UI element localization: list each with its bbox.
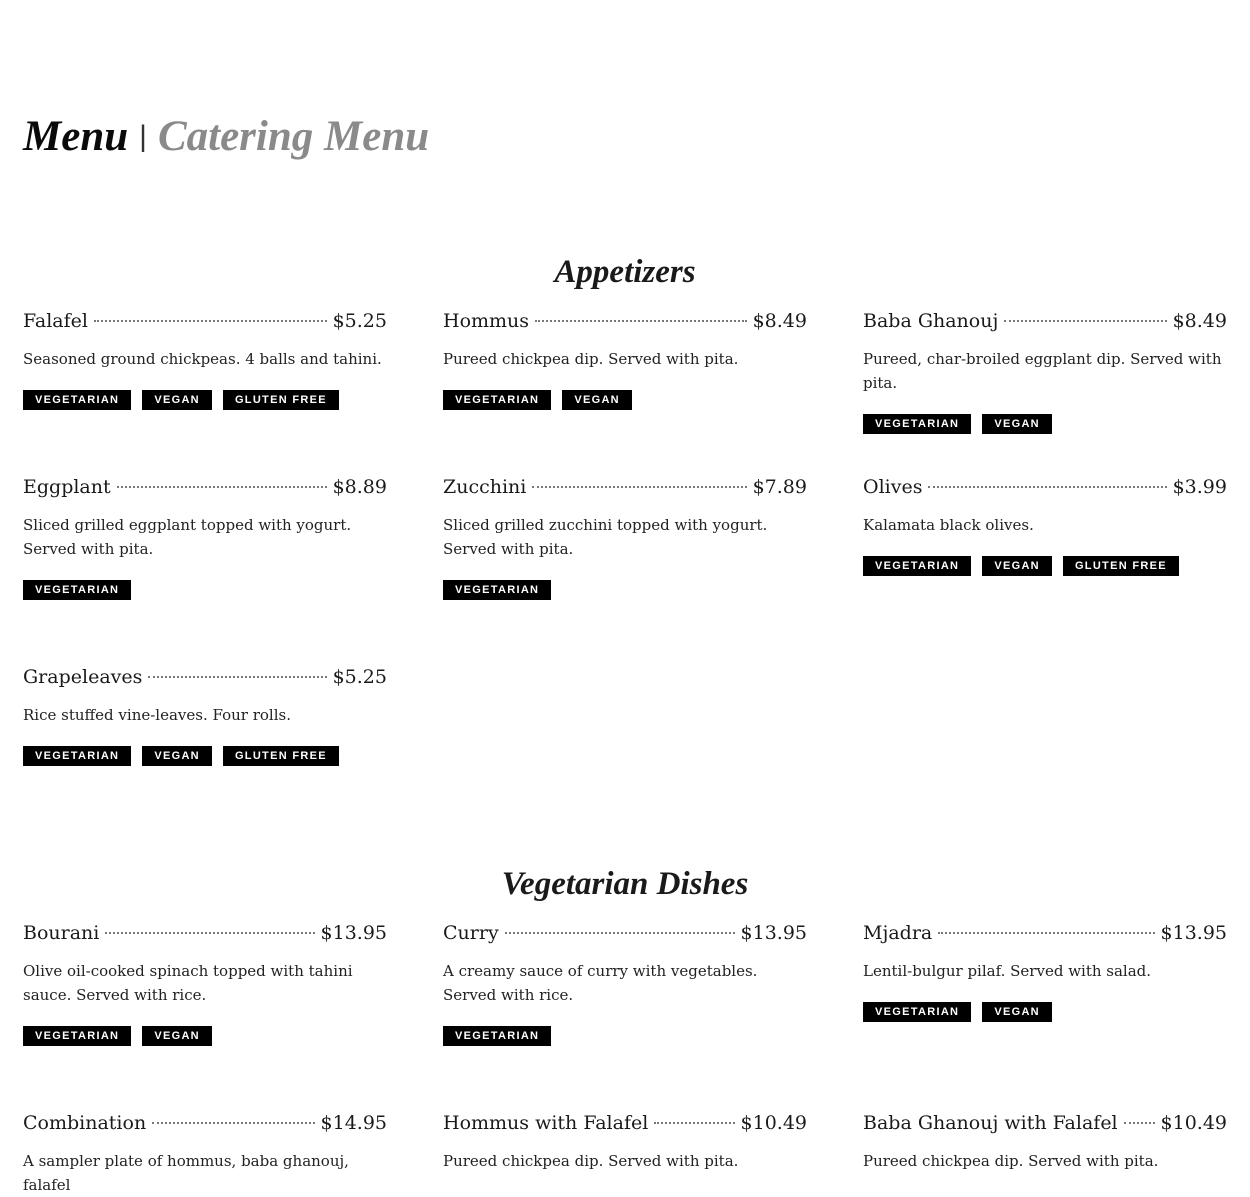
menu-item-price: $13.95 <box>1160 922 1227 944</box>
dot-leader <box>148 676 326 678</box>
menu-item-description: Sliced grilled zucchini topped with yogurt. Served with pita. <box>443 516 768 558</box>
menu-item-price: $8.89 <box>332 476 387 498</box>
menu-item-price: $14.95 <box>320 1112 387 1134</box>
menu-item-description: Pureed chickpea dip. Served with pita. <box>443 1152 739 1170</box>
dietary-tag-badge: VEGAN <box>982 414 1052 434</box>
menu-item-name: Curry <box>443 922 499 944</box>
dietary-tags <box>23 390 387 410</box>
dietary-tag-badge: VEGETARIAN <box>443 390 551 410</box>
dietary-tags <box>863 414 1227 434</box>
menu-item-price: $10.49 <box>1160 1112 1227 1134</box>
menu-item-price: $13.95 <box>740 922 807 944</box>
menu-item-header <box>863 476 1227 504</box>
dot-leader <box>535 320 747 322</box>
menu-item-header <box>863 1112 1227 1140</box>
dietary-tag-badge: VEGAN <box>142 390 212 410</box>
menu-item <box>443 310 807 410</box>
menu-item-price: $10.49 <box>740 1112 807 1134</box>
dot-leader <box>505 932 735 934</box>
menu-item-header <box>443 922 807 950</box>
menu-item-description: Rice stuffed vine-leaves. Four rolls. <box>23 706 291 724</box>
menu-item-header <box>863 310 1227 338</box>
dietary-tags <box>23 580 387 600</box>
menu-item-name: Zucchini <box>443 476 527 498</box>
dietary-tag-badge: VEGETARIAN <box>443 1026 551 1046</box>
menu-item-description: Seasoned ground chickpeas. 4 balls and tahini. <box>23 350 382 368</box>
menu-item-description: Lentil-bulgur pilaf. Served with salad. <box>863 962 1152 980</box>
dietary-tag-badge: GLUTEN FREE <box>223 746 339 766</box>
menu-item-price: $13.95 <box>320 922 387 944</box>
menu-item-price: $8.49 <box>752 310 807 332</box>
dot-leader <box>654 1122 734 1124</box>
menu-item-name: Eggplant <box>23 476 111 498</box>
dietary-tag-badge: VEGETARIAN <box>23 746 131 766</box>
menu-section <box>0 252 1250 292</box>
dot-leader <box>94 320 327 322</box>
dietary-tags <box>863 1002 1227 1022</box>
dietary-tags <box>863 556 1227 576</box>
section-title: Vegetarian Dishes <box>501 866 749 902</box>
dietary-tag-badge: VEGETARIAN <box>863 1002 971 1022</box>
menu-item-name: Falafel <box>23 310 88 332</box>
dot-leader <box>117 486 327 488</box>
menu-item-description: Pureed, char-broiled eggplant dip. Served with pita. <box>863 350 1222 392</box>
menu-item-header <box>863 922 1227 950</box>
dietary-tags <box>443 1026 807 1046</box>
menu-item <box>23 1112 387 1197</box>
page-header <box>23 112 429 161</box>
menu-item <box>863 476 1227 576</box>
menu-item-description: Olive oil-cooked spinach topped with tahini sauce. Served with rice. <box>23 962 353 1004</box>
title-divider: | <box>139 120 147 153</box>
dietary-tag-badge: VEGAN <box>562 390 632 410</box>
dietary-tags <box>443 580 807 600</box>
menu-item <box>443 922 807 1046</box>
menu-item-header <box>23 310 387 338</box>
catering-menu-link[interactable]: Catering Menu <box>157 113 430 160</box>
dietary-tags <box>443 390 807 410</box>
dietary-tag-badge: VEGETARIAN <box>863 556 971 576</box>
menu-item-description: Pureed chickpea dip. Served with pita. <box>443 350 739 368</box>
dietary-tags <box>23 1026 387 1046</box>
menu-item-name: Baba Ghanouj <box>863 310 999 332</box>
menu-item-name: Baba Ghanouj with Falafel <box>863 1112 1118 1134</box>
menu-item <box>23 922 387 1046</box>
dot-leader <box>938 932 1154 934</box>
menu-item-description: Sliced grilled eggplant topped with yogurt. Served with pita. <box>23 516 352 558</box>
dietary-tags <box>23 746 387 766</box>
menu-item <box>863 922 1227 1022</box>
dietary-tag-badge: GLUTEN FREE <box>223 390 339 410</box>
dot-leader <box>532 486 746 488</box>
menu-item-name: Hommus with Falafel <box>443 1112 649 1134</box>
menu-item <box>23 476 387 600</box>
menu-item-description: A sampler plate of hommus, baba ghanouj, falafel <box>23 1152 349 1194</box>
menu-item-name: Hommus <box>443 310 530 332</box>
dot-leader <box>1004 320 1166 322</box>
dot-leader <box>1124 1122 1155 1124</box>
menu-title-link[interactable]: Menu <box>23 113 129 160</box>
dietary-tag-badge: VEGAN <box>982 1002 1052 1022</box>
dietary-tag-badge: VEGETARIAN <box>443 580 551 600</box>
section-title: Appetizers <box>554 254 696 290</box>
menu-item-description: Kalamata black olives. <box>863 516 1034 534</box>
dietary-tag-badge: VEGETARIAN <box>23 1026 131 1046</box>
menu-item-header <box>23 666 387 694</box>
menu-item-header <box>443 310 807 338</box>
dietary-tag-badge: GLUTEN FREE <box>1063 556 1179 576</box>
menu-item-name: Bourani <box>23 922 100 944</box>
menu-item <box>23 666 387 766</box>
menu-item-header <box>23 476 387 504</box>
menu-item-price: $5.25 <box>332 666 387 688</box>
dot-leader <box>152 1122 314 1124</box>
menu-section <box>0 864 1250 904</box>
menu-item <box>443 476 807 600</box>
menu-item-header <box>443 1112 807 1140</box>
menu-item-name: Combination <box>23 1112 147 1134</box>
dietary-tag-badge: VEGETARIAN <box>23 580 131 600</box>
dietary-tag-badge: VEGETARIAN <box>23 390 131 410</box>
dietary-tag-badge: VEGETARIAN <box>863 414 971 434</box>
menu-item-price: $8.49 <box>1172 310 1227 332</box>
dietary-tag-badge: VEGAN <box>982 556 1052 576</box>
menu-item-description: A creamy sauce of curry with vegetables. Served with rice. <box>443 962 758 1004</box>
menu-item <box>23 310 387 410</box>
menu-item-price: $5.25 <box>332 310 387 332</box>
menu-item-description: Pureed chickpea dip. Served with pita. <box>863 1152 1159 1170</box>
menu-item <box>863 310 1227 434</box>
menu-item-header <box>23 1112 387 1140</box>
menu-item-name: Grapeleaves <box>23 666 143 688</box>
menu-item-price: $7.89 <box>752 476 807 498</box>
dot-leader <box>105 932 314 934</box>
menu-item-name: Mjadra <box>863 922 933 944</box>
menu-item <box>863 1112 1227 1173</box>
dot-leader <box>928 486 1166 488</box>
menu-item <box>443 1112 807 1173</box>
menu-item-header <box>23 922 387 950</box>
dietary-tag-badge: VEGAN <box>142 746 212 766</box>
menu-item-price: $3.99 <box>1172 476 1227 498</box>
dietary-tag-badge: VEGAN <box>142 1026 212 1046</box>
menu-item-name: Olives <box>863 476 923 498</box>
menu-item-header <box>443 476 807 504</box>
